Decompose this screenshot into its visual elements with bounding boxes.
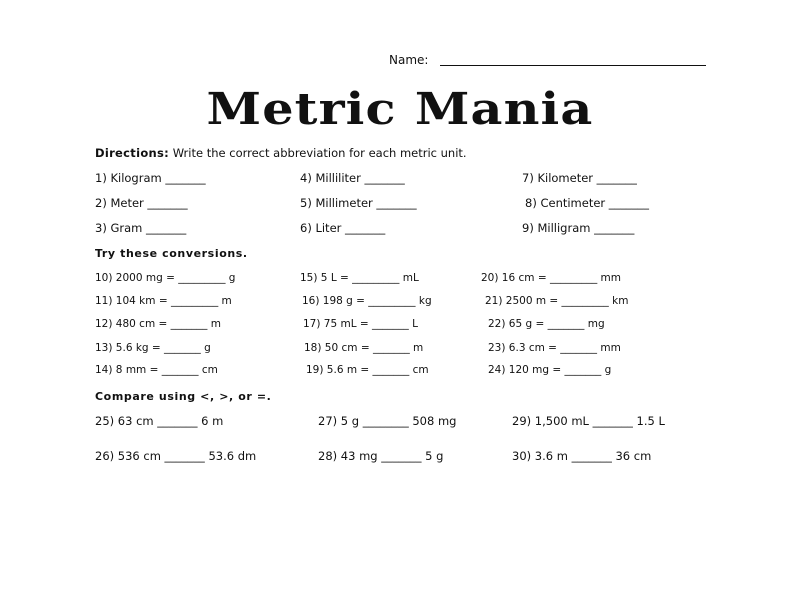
- question-21: 21) 2500 m = _________ km: [485, 295, 629, 307]
- question-28: 28) 43 mg _______ 5 g: [318, 449, 444, 463]
- question-19: 19) 5.6 m = _______ cm: [306, 364, 429, 376]
- name-blank-line[interactable]: [440, 65, 706, 66]
- question-23: 23) 6.3 cm = _______ mm: [488, 342, 621, 354]
- question-6: 6) Liter _______: [300, 221, 386, 235]
- conversions-heading: Try these conversions.: [95, 247, 248, 260]
- question-14: 14) 8 mm = _______ cm: [95, 364, 218, 376]
- page-title: Metric Mania: [206, 84, 594, 135]
- question-22: 22) 65 g = _______ mg: [488, 318, 605, 330]
- question-5: 5) Millimeter _______: [300, 196, 417, 210]
- directions-label: Directions:: [95, 146, 170, 160]
- question-25: 25) 63 cm _______ 6 m: [95, 414, 224, 428]
- question-11: 11) 104 km = _________ m: [95, 295, 232, 307]
- question-15: 15) 5 L = _________ mL: [300, 272, 419, 284]
- name-label: Name:: [389, 53, 429, 67]
- question-27: 27) 5 g ________ 508 mg: [318, 414, 457, 428]
- question-7: 7) Kilometer _______: [522, 171, 637, 185]
- question-4: 4) Milliliter _______: [300, 171, 405, 185]
- question-17: 17) 75 mL = _______ L: [303, 318, 418, 330]
- question-30: 30) 3.6 m _______ 36 cm: [512, 449, 652, 463]
- question-9: 9) Milligram _______: [522, 221, 635, 235]
- question-3: 3) Gram _______: [95, 221, 187, 235]
- question-18: 18) 50 cm = _______ m: [304, 342, 424, 354]
- question-13: 13) 5.6 kg = _______ g: [95, 342, 211, 354]
- question-29: 29) 1,500 mL _______ 1.5 L: [512, 414, 665, 428]
- directions-text: Write the correct abbreviation for each metric unit.: [172, 146, 467, 160]
- question-20: 20) 16 cm = _________ mm: [481, 272, 622, 284]
- directions: [95, 146, 467, 160]
- question-16: 16) 198 g = _________ kg: [302, 295, 432, 307]
- question-8: 8) Centimeter _______: [525, 196, 650, 210]
- question-12: 12) 480 cm = _______ m: [95, 318, 221, 330]
- question-10: 10) 2000 mg = _________ g: [95, 272, 236, 284]
- compare-heading: Compare using <, >, or =.: [95, 390, 272, 403]
- question-26: 26) 536 cm _______ 53.6 dm: [95, 449, 257, 463]
- question-1: 1) Kilogram _______: [95, 171, 206, 185]
- question-2: 2) Meter _______: [95, 196, 188, 210]
- question-24: 24) 120 mg = _______ g: [488, 364, 612, 376]
